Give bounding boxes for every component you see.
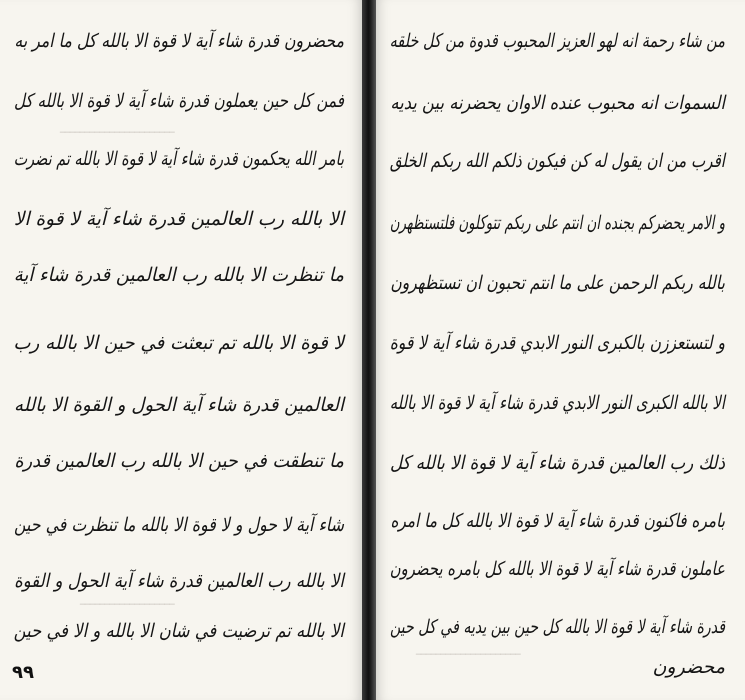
text-line: محضرون قدرة شاء آية لا قوة الا بالله كل ما امر به [14,30,344,52]
text-line: من شاء رحمة انه لهو العزيز المحبوب قدوة من كل خلقه [389,30,725,52]
text-line: محضرون [652,656,725,678]
bleed-through-text: ـــــــــــــــــــــ [416,640,521,660]
text-line: ما تنظرت الا بالله رب العالمين قدرة شاء آية [13,264,345,286]
text-line: فمن كل حين يعملون قدرة شاء آية لا قوة الا بالله كل [14,90,344,112]
text-line: بامر الله يحكمون قدرة شاء آية لا قوة الا بالله تم نضرت [13,148,344,170]
left-page-text [0,0,362,700]
text-line: العالمين قدرة شاء آية الحول و القوة الا بالله [14,394,345,416]
bleed-through-text: ـــــــــــــــــــــــ [60,118,175,138]
book-gutter [362,0,376,700]
text-line: و لتستعززن بالكبرى النور الابدي قدرة شاء آية لا قوة [389,332,725,354]
text-line: قدرة شاء آية لا قوة الا بالله كل حين بين يديه في كل حين [389,616,725,638]
left-page [0,0,362,700]
text-line: الا بالله رب العالمين قدرة شاء آية لا قوة الا [13,208,344,230]
text-line: ذلك رب العالمين قدرة شاء آية لا قوة الا بالله كل [389,452,725,474]
text-line: اقرب من ان يقول له كن فيكون ذلكم الله ربكم الخلق [389,150,725,172]
text-line: الا بالله تم ترضيت في شان الا بالله و الا في حين [13,620,344,642]
text-line: السموات انه محبوب عنده الاوان يحضرنه بين يديه [390,92,725,114]
text-line: بالله ربكم الرحمن على ما انتم تحبون ان تستظهرون [390,272,725,294]
right-page-text [376,0,745,700]
page-number: ٩٩ [12,662,34,683]
text-line: شاء آية لا حول و لا قوة الا بالله ما تنظرت في حين [13,514,345,536]
bleed-through-text: ـــــــــــــــــــ [80,590,175,610]
text-line: و الامر يحضركم بجنده ان انتم على ربكم تتوكلون فلتستظهرن [389,212,725,234]
text-line: بامره فاكنون قدرة شاء آية لا قوة الا بالله كل ما امره [390,510,725,532]
text-line: الا بالله الكبرى النور الابدي قدرة شاء آية لا قوة الا بالله [389,392,725,414]
text-line: لا قوة الا بالله تم تبعثت في حين الا بالله رب [13,332,344,354]
text-line: عاملون قدرة شاء آية لا قوة الا بالله كل بامره يحضرون [389,558,725,580]
text-line: الا بالله رب العالمين قدرة شاء آية الحول و القوة [14,570,344,592]
text-line: ما تنطقت في حين الا بالله رب العالمين قدرة [14,450,344,472]
right-page [376,0,745,700]
